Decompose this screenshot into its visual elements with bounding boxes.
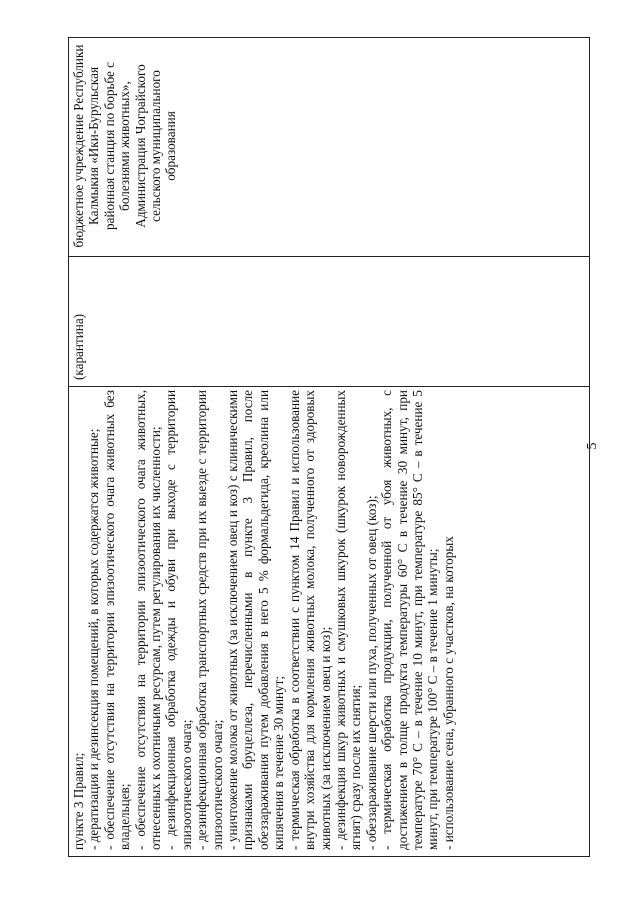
measure-item: - термическая обработка продукции, полученной от убоя животных, с достижением в толще продукта температуры 60° С в течение 30 минут, при температуре 70° С – в течение 10 минут, при температуре 85° С – в течение 5 минут, при температуре 100° С – в течение 1 минуты; [379, 390, 441, 850]
measure-item: - обеззараживание шерсти или пуха, полученных от овец (коз); [363, 495, 379, 850]
measure-item: - дезинфекционная обработка одежды и обуви при выходе с территории эпизоотического очага; [163, 390, 194, 850]
responsible-column [69, 37, 589, 257]
quarantine-note: (карантина) [71, 313, 86, 380]
measure-item: - термическая обработка в соответствии с пунктом 14 Правил и использование внутри хозяйства для кормления животных молока, полученного от здоровых животных (за исключением овец и коз); [286, 390, 333, 850]
measure-item: - дезинфекция шкур животных и смушковых шкурок (шкурок новорожденных ягнят) сразу после их снятия; [332, 390, 364, 850]
measure-item: - дезинфекционная обработка транспортных средств при их выезде с территории эпизоотического очага; [194, 390, 225, 850]
measures-text [71, 390, 456, 850]
page-number: 5 [585, 442, 600, 450]
measure-item: пункте 3 Правил; [71, 752, 86, 850]
measures-column [69, 387, 589, 857]
measure-item: - дератизация и дезинсекция помещений, в которых содержатся животные; [86, 428, 102, 850]
responsible-text: бюджетное учреждение Республики Калмыкия «Ики-Бурульская районная станция по борьбе с болезнями животных», Администрация Чограйского сельского муниципального образования [71, 44, 179, 248]
measure-item: - обеспечение отсутствия на территории эпизоотического очага животных без владельцев; [101, 390, 133, 850]
deadline-column [69, 257, 589, 387]
measure-item: - уничтожение молока от животных (за исключением овец и коз) с клиническими признаками бруцеллеза, перечисленными в пункте 3 Правил, после обеззараживания путем добавления в него 5 % формальдегида, креолина или кипячения в течение 30 минут; [225, 390, 287, 850]
measure-item: - использование сена, убранного с участков, на которых [440, 536, 456, 850]
rotated-table-region [68, 37, 588, 857]
measure-item: - обеспечение отсутствия на территории эпизоотического очага животных, отнесенных к охотничьим ресурсам, путем регулирования их численности; [132, 390, 164, 850]
measures-table [68, 37, 590, 857]
